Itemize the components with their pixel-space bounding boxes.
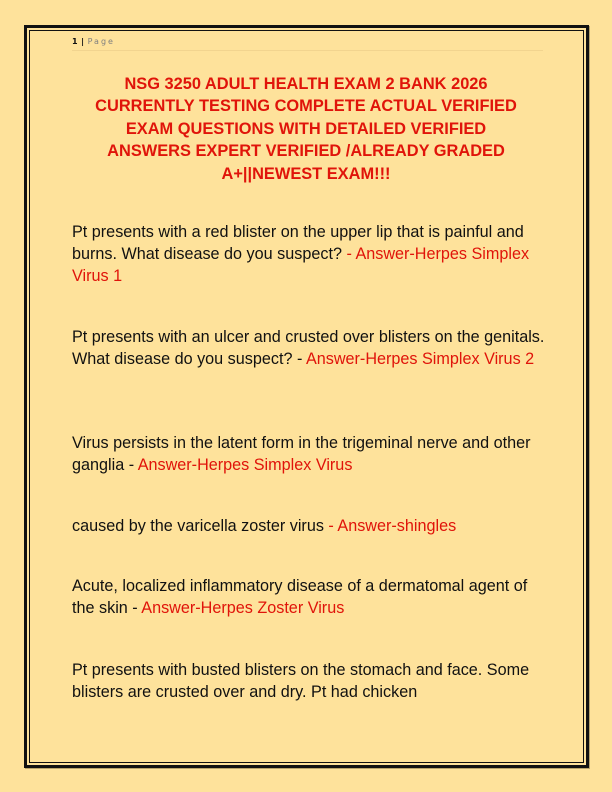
qa-item — [72, 326, 552, 370]
answer-text: Answer-Herpes Zoster Virus — [141, 599, 345, 617]
title-line: EXAM QUESTIONS WITH DETAILED VERIFIED — [125, 119, 487, 138]
question-text: Pt presents with busted blisters on the stomach and face. Some blisters are crusted over and dry. Pt had chicken — [72, 661, 530, 701]
page-label: Page — [87, 37, 115, 46]
answer-text: - Answer-Herpes Simplex Virus 1 — [72, 245, 530, 285]
qa-item — [72, 575, 552, 619]
question-text: Virus persists in the latent form in the trigeminal nerve and other ganglia - — [72, 434, 531, 474]
title-line: NSG 3250 ADULT HEALTH EXAM 2 BANK 2026 — [124, 75, 488, 93]
question-text: Acute, localized inflammatory disease of a dermatomal agent of the skin - — [72, 577, 528, 617]
qa-item — [72, 432, 552, 476]
page-separator: | — [81, 37, 85, 46]
question-text: Pt presents with an ulcer and crusted over blisters on the genitals. What disease do you suspect? - — [72, 328, 545, 368]
title-line: CURRENTLY TESTING COMPLETE ACTUAL VERIFIED — [95, 97, 517, 116]
answer-text: Answer-Herpes Simplex Virus 2 — [305, 350, 535, 368]
question-text: caused by the varicella zoster virus — [72, 517, 324, 535]
qa-item — [72, 515, 552, 537]
qa-item — [72, 221, 552, 287]
answer-text: Answer-Herpes Simplex Virus — [137, 456, 353, 474]
answer-text: - Answer-shingles — [323, 517, 457, 535]
title-line: A+||NEWEST EXAM!!! — [221, 164, 391, 183]
page-number: 1 — [72, 37, 78, 46]
title-line: ANSWERS EXPERT VERIFIED /ALREADY GRADED — [107, 142, 505, 161]
page-header — [72, 36, 543, 51]
document-title — [60, 73, 552, 185]
qa-item — [72, 659, 552, 703]
question-text: Pt presents with a red blister on the upper lip that is painful and burns. What disease do you suspect? — [72, 223, 524, 263]
